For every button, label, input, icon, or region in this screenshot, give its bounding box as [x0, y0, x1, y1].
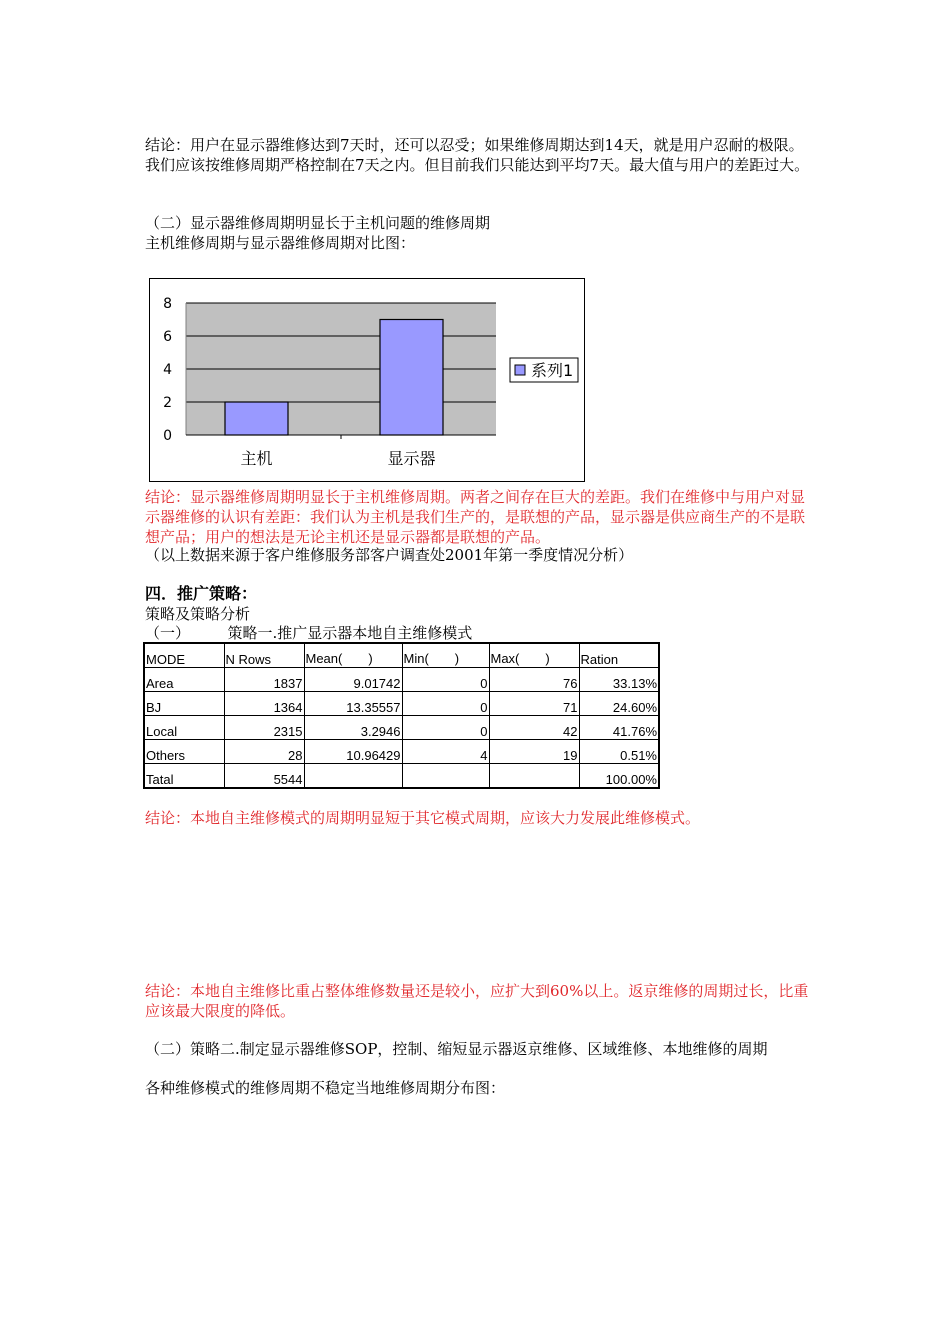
- conclusion-paragraph-1: 结论：用户在显示器维修达到7天时，还可以忍受；如果维修周期达到14天，就是用户忍耐的极限。我们应该按维修周期严格控制在7天之内。但目前我们只能达到平均7天。最大值与用户的差距过大。: [145, 136, 810, 174]
- table-row: [144, 740, 659, 764]
- table-row: [144, 716, 659, 740]
- bar: [225, 402, 288, 435]
- table-header-cell: Min( ): [402, 643, 489, 668]
- y-tick-label: 4: [163, 362, 172, 378]
- table-cell: 9.01742: [304, 668, 402, 692]
- x-category-label: 主机: [240, 449, 273, 468]
- legend-label: 系列1: [531, 361, 574, 380]
- table-header-row: [144, 643, 659, 668]
- conclusion-paragraph-3: 结论：本地自主维修模式的周期明显短于其它模式周期，应该大力发展此维修模式。: [145, 809, 701, 827]
- table-cell: BJ: [144, 692, 224, 716]
- table-cell: 24.60%: [579, 692, 659, 716]
- data-source-note: （以上数据来源于客户维修服务部客户调查处2001年第一季度情况分析）: [145, 546, 634, 564]
- chart-caption: 主机维修周期与显示器维修周期对比图：: [145, 234, 416, 252]
- table-cell: [402, 764, 489, 789]
- table-total-row: [144, 764, 659, 789]
- table-cell: [304, 764, 402, 789]
- strategy-1-label: （一） 策略一.推广显示器本地自主维修模式: [145, 624, 473, 642]
- table-cell: 5544: [224, 764, 304, 789]
- table-header-cell: N Rows: [224, 643, 304, 668]
- table-cell: 1364: [224, 692, 304, 716]
- section-2-title: （二）显示器维修周期明显长于主机问题的维修周期: [145, 214, 491, 232]
- y-tick-label: 8: [163, 296, 172, 312]
- repair-mode-stats-table: [143, 642, 660, 789]
- table-cell: 1837: [224, 668, 304, 692]
- table-cell: Area: [144, 668, 224, 692]
- table-row: [144, 668, 659, 692]
- table-cell: 19: [489, 740, 579, 764]
- table-cell: 13.35557: [304, 692, 402, 716]
- bar: [380, 320, 443, 436]
- table-header-cell: Ration: [579, 643, 659, 668]
- table-header-cell: MODE: [144, 643, 224, 668]
- table-cell: 71: [489, 692, 579, 716]
- table-cell: 28: [224, 740, 304, 764]
- table-cell: 4: [402, 740, 489, 764]
- table-cell: 0: [402, 716, 489, 740]
- table-cell: Tatal: [144, 764, 224, 789]
- distribution-caption: 各种维修模式的维修周期不稳定当地维修周期分布图：: [145, 1079, 506, 1097]
- table-cell: 3.2946: [304, 716, 402, 740]
- table-cell: 10.96429: [304, 740, 402, 764]
- y-tick-label: 0: [163, 428, 172, 444]
- legend-swatch: [515, 365, 525, 375]
- y-tick-label: 6: [163, 329, 172, 345]
- x-category-label: 显示器: [387, 449, 436, 468]
- table-cell: 42: [489, 716, 579, 740]
- table-cell: 2315: [224, 716, 304, 740]
- table-cell: 0: [402, 668, 489, 692]
- table-cell: 100.00%: [579, 764, 659, 789]
- table-cell: [489, 764, 579, 789]
- table-cell: Local: [144, 716, 224, 740]
- table-cell: 0: [402, 692, 489, 716]
- table-row: [144, 692, 659, 716]
- y-tick-label: 2: [163, 395, 172, 411]
- table-header-cell: Mean( ): [304, 643, 402, 668]
- conclusion-paragraph-2: 结论：显示器维修周期明显长于主机维修周期。两者之间存在巨大的差距。我们在维修中与用户对显示器维修的认识有差距：我们认为主机是我们生产的，是联想的产品，显示器是供应商生产的不是联想产品；用户的想法是无论主机还是显示器都是联想的产品。: [145, 488, 806, 546]
- conclusion-paragraph-4: 结论：本地自主维修比重占整体维修数量还是较小，应扩大到60%以上。返京维修的周期过长，比重应该最大限度的降低。: [145, 982, 809, 1020]
- bar-chart: [149, 278, 585, 482]
- table-cell: 33.13%: [579, 668, 659, 692]
- bar-chart-svg: [150, 279, 584, 481]
- table-cell: Others: [144, 740, 224, 764]
- table-cell: 0.51%: [579, 740, 659, 764]
- table-cell: 76: [489, 668, 579, 692]
- table-cell: 41.76%: [579, 716, 659, 740]
- strategy-subtitle: 策略及策略分析: [145, 605, 251, 623]
- section-4-title: 四．推广策略：: [145, 584, 258, 603]
- table-header-cell: Max( ): [489, 643, 579, 668]
- strategy-2-paragraph: （二）策略二.制定显示器维修SOP，控制、缩短显示器返京维修、区域维修、本地维修的周期: [145, 1040, 768, 1058]
